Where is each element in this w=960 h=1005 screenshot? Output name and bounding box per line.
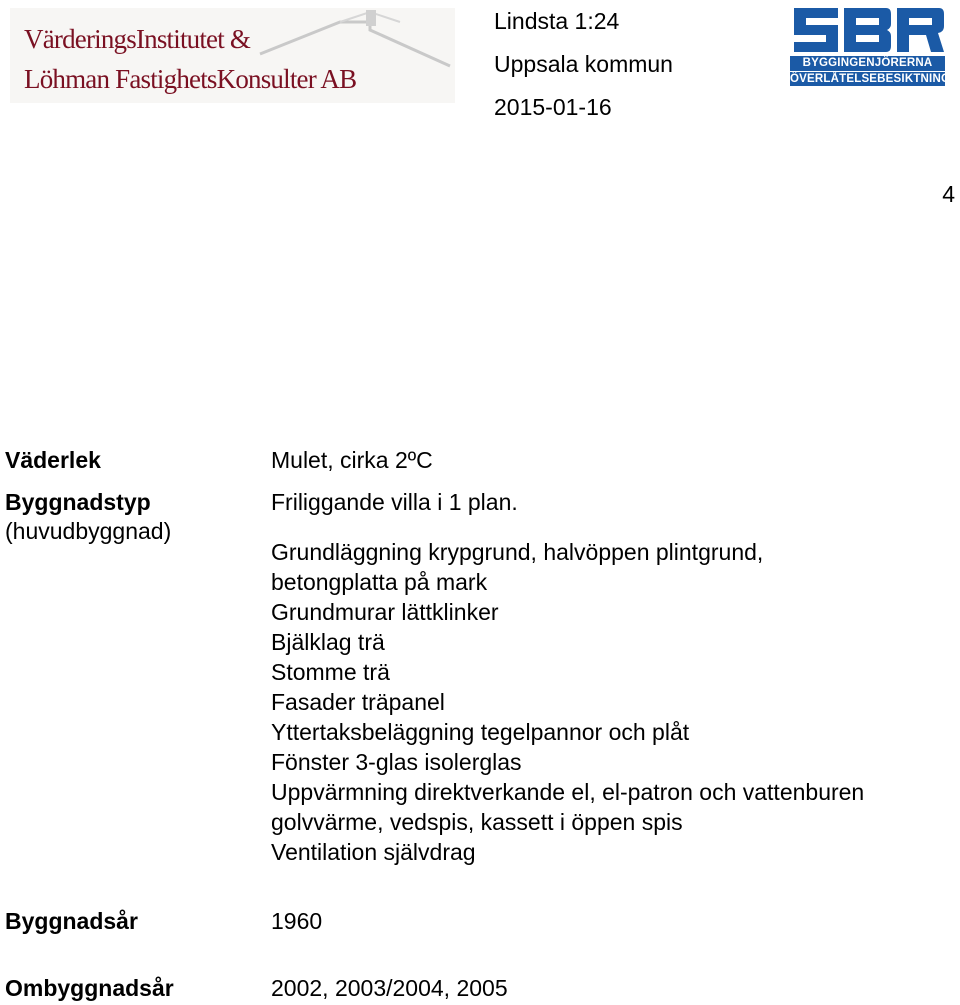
- building-detail-item: golvvärme, vedspis, kassett i öppen spis: [271, 809, 683, 835]
- weather-label: Väderlek: [5, 447, 101, 473]
- sbr-letters-icon: [790, 6, 945, 54]
- building-detail-item: Uppvärmning direktverkande el, el-patron och vattenburen: [271, 779, 865, 805]
- company-logo-line1: VärderingsInstitutet &: [24, 24, 251, 54]
- building-detail-item: Grundmurar lättklinker: [271, 599, 499, 625]
- building-detail-item: Stomme trä: [271, 659, 390, 685]
- building-detail-item: Ventilation självdrag: [271, 839, 476, 865]
- year-rebuilt-label: Ombyggnadsår: [5, 975, 174, 1001]
- year-built-value: 1960: [271, 908, 323, 934]
- building-details-list: [271, 537, 864, 867]
- building-detail-item: Fasader träpanel: [271, 689, 445, 715]
- building-detail-item: Grundläggning krypgrund, halvöppen plintgrund,: [271, 539, 764, 565]
- sbr-logo: [790, 6, 950, 88]
- building-type-sublabel: (huvudbyggnad): [5, 518, 172, 544]
- building-detail-item: Fönster 3-glas isolerglas: [271, 749, 522, 775]
- weather-value: Mulet, cirka 2ºC: [271, 447, 433, 473]
- property-designation: Lindsta 1:24: [494, 8, 620, 34]
- inspection-date: 2015-01-16: [494, 94, 612, 120]
- building-detail-item: Yttertaksbeläggning tegelpannor och plåt: [271, 719, 690, 745]
- building-detail-item: betongplatta på mark: [271, 569, 488, 595]
- building-detail-item: Bjälklag trä: [271, 629, 385, 655]
- sbr-logo-line1: BYGGINGENJÖRERNA: [790, 56, 945, 71]
- company-logo: [10, 8, 455, 103]
- sbr-logo-line2: ÖVERLÅTELSEBESIKTNING: [790, 73, 951, 85]
- municipality: Uppsala kommun: [494, 51, 673, 77]
- year-rebuilt-value: 2002, 2003/2004, 2005: [271, 975, 508, 1001]
- building-type-label: Byggnadstyp: [5, 489, 151, 515]
- year-built-label: Byggnadsår: [5, 908, 138, 934]
- building-type-value: Friliggande villa i 1 plan.: [271, 489, 518, 515]
- page-number: 4: [942, 181, 955, 207]
- company-logo-line2: Löhman FastighetsKonsulter AB: [24, 64, 357, 94]
